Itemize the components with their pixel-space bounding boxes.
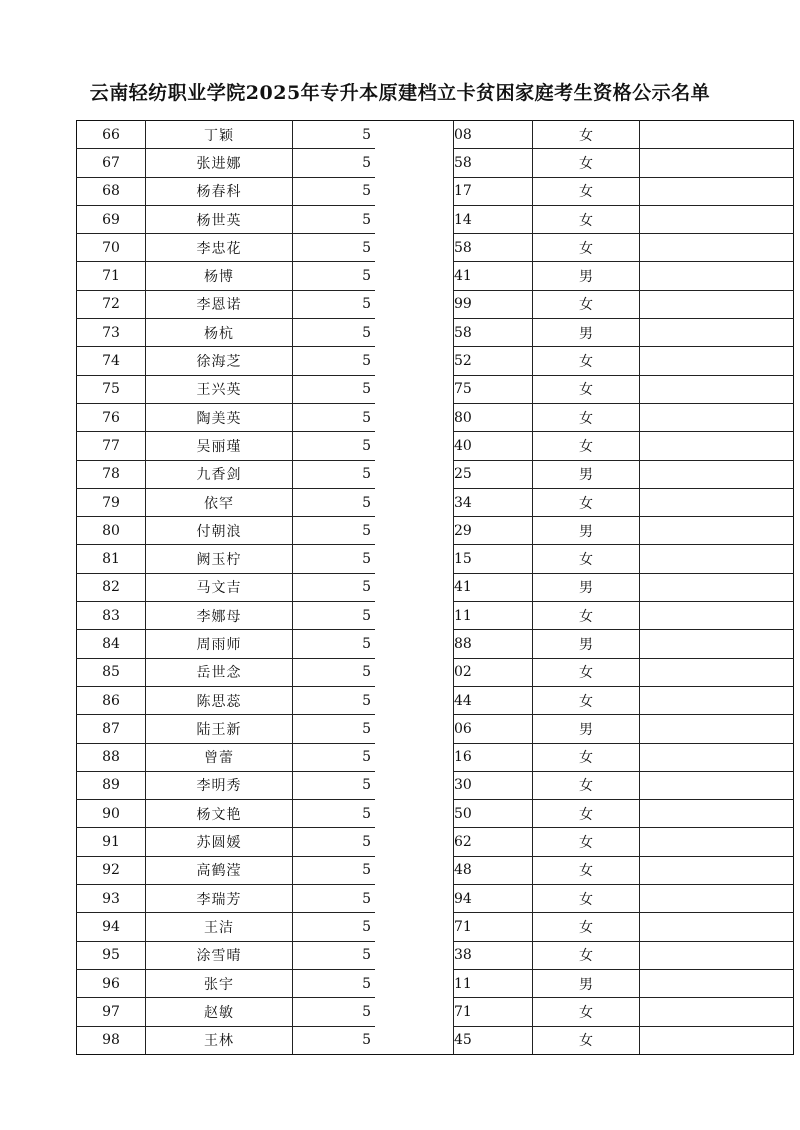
- gender: 男: [533, 262, 640, 290]
- row-number: 75: [77, 375, 146, 403]
- remark: [640, 319, 794, 347]
- redacted-gap: [375, 177, 454, 205]
- remark: [640, 290, 794, 318]
- grade-digit: 5: [293, 715, 376, 743]
- id-suffix: 41: [454, 573, 533, 601]
- gender: 女: [533, 771, 640, 799]
- remark: [640, 743, 794, 771]
- id-suffix: 08: [454, 121, 533, 149]
- table-row: [77, 771, 794, 799]
- grade-digit: 5: [293, 941, 376, 969]
- grade-digit: 5: [293, 205, 376, 233]
- gender: 女: [533, 828, 640, 856]
- student-name: 王林: [146, 1026, 293, 1054]
- gender: 女: [533, 998, 640, 1026]
- table-row: [77, 460, 794, 488]
- id-suffix: 14: [454, 205, 533, 233]
- grade-digit: 5: [293, 234, 376, 262]
- id-suffix: 41: [454, 262, 533, 290]
- remark: [640, 432, 794, 460]
- redacted-gap: [375, 262, 454, 290]
- gender: 男: [533, 969, 640, 997]
- redacted-gap: [375, 856, 454, 884]
- redacted-gap: [375, 800, 454, 828]
- redacted-gap: [375, 743, 454, 771]
- remark: [640, 1026, 794, 1054]
- id-suffix: 99: [454, 290, 533, 318]
- table-row: [77, 234, 794, 262]
- redacted-gap: [375, 319, 454, 347]
- table-row: [77, 149, 794, 177]
- id-suffix: 38: [454, 941, 533, 969]
- id-suffix: 02: [454, 658, 533, 686]
- table-row: [77, 743, 794, 771]
- student-name: 杨春科: [146, 177, 293, 205]
- id-suffix: 29: [454, 517, 533, 545]
- redacted-gap: [375, 658, 454, 686]
- gender: 女: [533, 913, 640, 941]
- redacted-gap: [375, 234, 454, 262]
- redacted-gap: [375, 432, 454, 460]
- remark: [640, 969, 794, 997]
- remark: [640, 234, 794, 262]
- table-row: [77, 998, 794, 1026]
- id-suffix: 94: [454, 885, 533, 913]
- redacted-gap: [375, 602, 454, 630]
- student-name: 陈思蕊: [146, 686, 293, 714]
- remark: [640, 630, 794, 658]
- student-name: 杨文艳: [146, 800, 293, 828]
- student-name: 周雨师: [146, 630, 293, 658]
- table-row: [77, 517, 794, 545]
- id-suffix: 52: [454, 347, 533, 375]
- redacted-gap: [375, 998, 454, 1026]
- table-row: [77, 602, 794, 630]
- student-name: 张宇: [146, 969, 293, 997]
- redacted-gap: [375, 913, 454, 941]
- grade-digit: 5: [293, 630, 376, 658]
- id-suffix: 17: [454, 177, 533, 205]
- id-suffix: 48: [454, 856, 533, 884]
- student-name: 赵敏: [146, 998, 293, 1026]
- student-name: 王洁: [146, 913, 293, 941]
- row-number: 93: [77, 885, 146, 913]
- row-number: 95: [77, 941, 146, 969]
- gender: 男: [533, 460, 640, 488]
- table-row: [77, 205, 794, 233]
- remark: [640, 403, 794, 431]
- table-row: [77, 319, 794, 347]
- row-number: 68: [77, 177, 146, 205]
- grade-digit: 5: [293, 686, 376, 714]
- row-number: 83: [77, 602, 146, 630]
- student-name: 陶美英: [146, 403, 293, 431]
- gender: 男: [533, 319, 640, 347]
- gender: 男: [533, 573, 640, 601]
- remark: [640, 856, 794, 884]
- grade-digit: 5: [293, 743, 376, 771]
- id-suffix: 06: [454, 715, 533, 743]
- gender: 女: [533, 488, 640, 516]
- id-suffix: 71: [454, 998, 533, 1026]
- remark: [640, 517, 794, 545]
- remark: [640, 602, 794, 630]
- grade-digit: 5: [293, 290, 376, 318]
- id-suffix: 15: [454, 545, 533, 573]
- table-row: [77, 630, 794, 658]
- student-name: 阙玉柠: [146, 545, 293, 573]
- grade-digit: 5: [293, 488, 376, 516]
- row-number: 80: [77, 517, 146, 545]
- grade-digit: 5: [293, 969, 376, 997]
- row-number: 71: [77, 262, 146, 290]
- id-suffix: 75: [454, 375, 533, 403]
- gender: 女: [533, 403, 640, 431]
- gender: 女: [533, 290, 640, 318]
- redacted-gap: [375, 573, 454, 601]
- student-name: 依罕: [146, 488, 293, 516]
- grade-digit: 5: [293, 771, 376, 799]
- table-row: [77, 941, 794, 969]
- remark: [640, 885, 794, 913]
- id-suffix: 30: [454, 771, 533, 799]
- gender: 女: [533, 743, 640, 771]
- table-row: [77, 658, 794, 686]
- remark: [640, 573, 794, 601]
- grade-digit: 5: [293, 432, 376, 460]
- table-row: [77, 715, 794, 743]
- grade-digit: 5: [293, 403, 376, 431]
- student-name: 杨博: [146, 262, 293, 290]
- remark: [640, 686, 794, 714]
- id-suffix: 80: [454, 403, 533, 431]
- grade-digit: 5: [293, 319, 376, 347]
- grade-digit: 5: [293, 828, 376, 856]
- grade-digit: 5: [293, 998, 376, 1026]
- student-name: 王兴英: [146, 375, 293, 403]
- row-number: 91: [77, 828, 146, 856]
- grade-digit: 5: [293, 262, 376, 290]
- grade-digit: 5: [293, 375, 376, 403]
- remark: [640, 658, 794, 686]
- redacted-gap: [375, 460, 454, 488]
- id-suffix: 16: [454, 743, 533, 771]
- row-number: 78: [77, 460, 146, 488]
- redacted-gap: [375, 715, 454, 743]
- redacted-gap: [375, 290, 454, 318]
- redacted-gap: [375, 969, 454, 997]
- row-number: 97: [77, 998, 146, 1026]
- id-suffix: 58: [454, 319, 533, 347]
- row-number: 76: [77, 403, 146, 431]
- table-row: [77, 347, 794, 375]
- student-name: 杨杭: [146, 319, 293, 347]
- id-suffix: 11: [454, 602, 533, 630]
- id-suffix: 58: [454, 149, 533, 177]
- roster-body: [77, 121, 794, 1055]
- student-name: 李娜母: [146, 602, 293, 630]
- student-name: 陆王新: [146, 715, 293, 743]
- redacted-gap: [375, 375, 454, 403]
- gender: 男: [533, 715, 640, 743]
- table-row: [77, 828, 794, 856]
- gender: 女: [533, 602, 640, 630]
- student-name: 苏圆媛: [146, 828, 293, 856]
- table-row: [77, 573, 794, 601]
- grade-digit: 5: [293, 658, 376, 686]
- row-number: 77: [77, 432, 146, 460]
- table-row: [77, 262, 794, 290]
- remark: [640, 262, 794, 290]
- gender: 女: [533, 121, 640, 149]
- remark: [640, 998, 794, 1026]
- student-name: 马文吉: [146, 573, 293, 601]
- student-name: 李忠花: [146, 234, 293, 262]
- gender: 女: [533, 885, 640, 913]
- table-row: [77, 686, 794, 714]
- remark: [640, 941, 794, 969]
- remark: [640, 913, 794, 941]
- grade-digit: 5: [293, 885, 376, 913]
- id-suffix: 62: [454, 828, 533, 856]
- student-name: 李恩诺: [146, 290, 293, 318]
- grade-digit: 5: [293, 121, 376, 149]
- gender: 女: [533, 941, 640, 969]
- row-number: 81: [77, 545, 146, 573]
- row-number: 72: [77, 290, 146, 318]
- grade-digit: 5: [293, 573, 376, 601]
- remark: [640, 205, 794, 233]
- row-number: 79: [77, 488, 146, 516]
- student-name: 丁颖: [146, 121, 293, 149]
- gender: 女: [533, 686, 640, 714]
- id-suffix: 71: [454, 913, 533, 941]
- row-number: 89: [77, 771, 146, 799]
- row-number: 96: [77, 969, 146, 997]
- row-number: 73: [77, 319, 146, 347]
- table-row: [77, 177, 794, 205]
- gender: 女: [533, 149, 640, 177]
- row-number: 85: [77, 658, 146, 686]
- remark: [640, 347, 794, 375]
- student-name: 李瑞芳: [146, 885, 293, 913]
- row-number: 98: [77, 1026, 146, 1054]
- remark: [640, 800, 794, 828]
- table-row: [77, 545, 794, 573]
- redacted-gap: [375, 885, 454, 913]
- grade-digit: 5: [293, 913, 376, 941]
- id-suffix: 44: [454, 686, 533, 714]
- gender: 女: [533, 432, 640, 460]
- gender: 女: [533, 177, 640, 205]
- gender: 男: [533, 517, 640, 545]
- redacted-gap: [375, 941, 454, 969]
- gender: 女: [533, 856, 640, 884]
- remark: [640, 460, 794, 488]
- row-number: 88: [77, 743, 146, 771]
- row-number: 82: [77, 573, 146, 601]
- id-suffix: 11: [454, 969, 533, 997]
- remark: [640, 149, 794, 177]
- remark: [640, 375, 794, 403]
- remark: [640, 545, 794, 573]
- remark: [640, 121, 794, 149]
- id-suffix: 45: [454, 1026, 533, 1054]
- gender: 女: [533, 347, 640, 375]
- student-name: 吴丽瑾: [146, 432, 293, 460]
- table-row: [77, 856, 794, 884]
- gender: 女: [533, 375, 640, 403]
- table-row: [77, 432, 794, 460]
- redacted-gap: [375, 1026, 454, 1054]
- remark: [640, 715, 794, 743]
- id-suffix: 58: [454, 234, 533, 262]
- row-number: 70: [77, 234, 146, 262]
- redacted-gap: [375, 517, 454, 545]
- redacted-gap: [375, 630, 454, 658]
- table-row: [77, 800, 794, 828]
- table-row: [77, 913, 794, 941]
- student-name: 徐海芝: [146, 347, 293, 375]
- row-number: 94: [77, 913, 146, 941]
- row-number: 67: [77, 149, 146, 177]
- table-row: [77, 375, 794, 403]
- student-name: 岳世念: [146, 658, 293, 686]
- gender: 女: [533, 545, 640, 573]
- row-number: 90: [77, 800, 146, 828]
- row-number: 87: [77, 715, 146, 743]
- student-name: 高鹤滢: [146, 856, 293, 884]
- redacted-gap: [375, 771, 454, 799]
- student-name: 九香剑: [146, 460, 293, 488]
- table-row: [77, 403, 794, 431]
- redacted-gap: [375, 121, 454, 149]
- grade-digit: 5: [293, 545, 376, 573]
- redacted-gap: [375, 686, 454, 714]
- redacted-gap: [375, 205, 454, 233]
- grade-digit: 5: [293, 602, 376, 630]
- remark: [640, 177, 794, 205]
- grade-digit: 5: [293, 347, 376, 375]
- grade-digit: 5: [293, 517, 376, 545]
- student-name: 杨世英: [146, 205, 293, 233]
- gender: 女: [533, 234, 640, 262]
- student-name: 曾蕾: [146, 743, 293, 771]
- grade-digit: 5: [293, 177, 376, 205]
- row-number: 86: [77, 686, 146, 714]
- table-row: [77, 885, 794, 913]
- remark: [640, 828, 794, 856]
- redacted-gap: [375, 149, 454, 177]
- student-name: 付朝浪: [146, 517, 293, 545]
- student-name: 张进娜: [146, 149, 293, 177]
- table-row: [77, 969, 794, 997]
- redacted-gap: [375, 828, 454, 856]
- grade-digit: 5: [293, 460, 376, 488]
- remark: [640, 771, 794, 799]
- student-name: 李明秀: [146, 771, 293, 799]
- gender: 女: [533, 658, 640, 686]
- grade-digit: 5: [293, 149, 376, 177]
- gender: 男: [533, 630, 640, 658]
- grade-digit: 5: [293, 800, 376, 828]
- grade-digit: 5: [293, 856, 376, 884]
- id-suffix: 88: [454, 630, 533, 658]
- redacted-gap: [375, 545, 454, 573]
- table-row: [77, 488, 794, 516]
- gender: 女: [533, 800, 640, 828]
- redacted-gap: [375, 403, 454, 431]
- grade-digit: 5: [293, 1026, 376, 1054]
- row-number: 92: [77, 856, 146, 884]
- id-suffix: 50: [454, 800, 533, 828]
- redacted-gap: [375, 347, 454, 375]
- gender: 女: [533, 205, 640, 233]
- gender: 女: [533, 1026, 640, 1054]
- table-row: [77, 1026, 794, 1054]
- row-number: 66: [77, 121, 146, 149]
- roster-table: [76, 120, 794, 1055]
- redacted-gap: [375, 488, 454, 516]
- id-suffix: 25: [454, 460, 533, 488]
- row-number: 69: [77, 205, 146, 233]
- table-row: [77, 121, 794, 149]
- table-row: [77, 290, 794, 318]
- student-name: 涂雪晴: [146, 941, 293, 969]
- document-title: 云南轻纺职业学院2025年专升本原建档立卡贫困家庭考生资格公示名单: [89, 82, 711, 104]
- row-number: 74: [77, 347, 146, 375]
- id-suffix: 40: [454, 432, 533, 460]
- remark: [640, 488, 794, 516]
- id-suffix: 34: [454, 488, 533, 516]
- row-number: 84: [77, 630, 146, 658]
